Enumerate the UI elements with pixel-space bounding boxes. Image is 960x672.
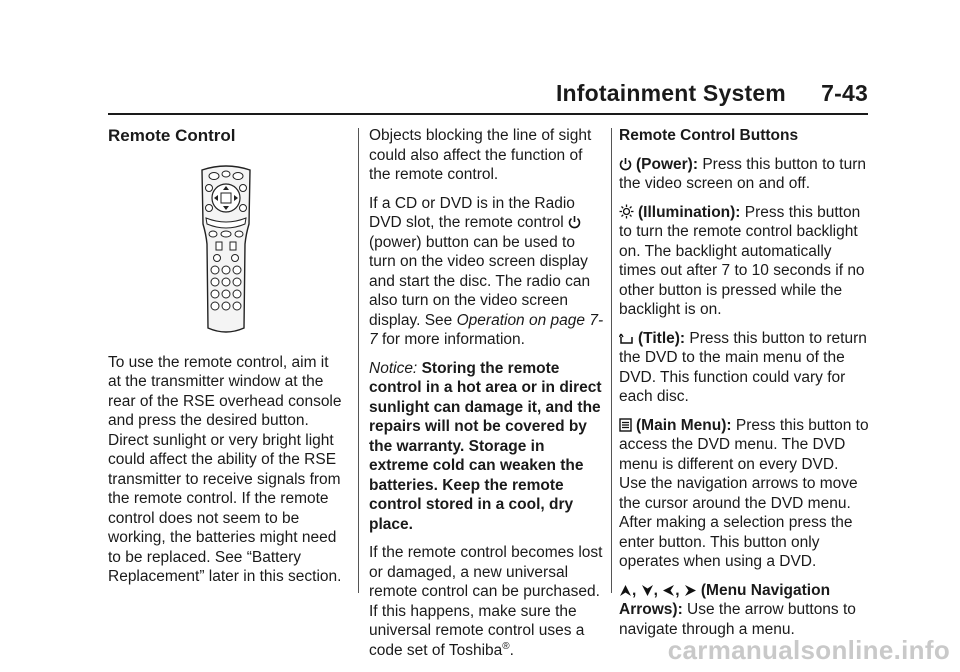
illumination-icon (619, 204, 634, 219)
main-menu-button-desc: (Main Menu): Press this button to access the DVD menu. The DVD menu is different on every DVD. Use the navigation arrows to move the cursor around the DVD menu. After making a selection press the enter button. This button only operates when using a DVD. (619, 416, 869, 570)
arrow-up-icon (619, 584, 632, 597)
arrow-down-icon (641, 584, 654, 597)
column-2 (369, 126, 605, 669)
illumination-button-desc: (Illumination): Press this button to turn the remote control backlight on. The backlight automatically times out after 7 to 10 seconds if no other button is pressed while the backlight is on. (619, 203, 865, 318)
section-heading: Remote Control (108, 126, 236, 145)
notice-text: Storing the remote control in a hot area or in direct sunlight can damage it, and the repairs will not be covered by the warranty. Storage in extreme cold can weaken the batteries. Keep the remote control stored in a cool, dry place. (369, 359, 602, 533)
header-rule (108, 113, 868, 115)
column-divider-2 (611, 128, 612, 593)
line-of-sight-paragraph: Objects blocking the line of sight could also affect the function of the remote control. (369, 127, 592, 183)
registered-mark: ® (502, 640, 510, 652)
power-button-desc: (Power): Press this button to turn the video screen on and off. (619, 155, 867, 192)
arrow-right-icon (684, 584, 697, 597)
main-menu-icon (619, 418, 632, 432)
column-3 (619, 126, 869, 648)
remote-illustration (108, 164, 344, 339)
title-icon (619, 331, 634, 345)
power-icon (619, 157, 632, 171)
remote-control-illustration (196, 164, 256, 336)
power-icon (568, 215, 581, 229)
arrow-left-icon (662, 584, 675, 597)
title-button-desc: (Title): Press this button to return the DVD to the main menu of the DVD. This function could vary for each disc. (619, 329, 867, 405)
intro-paragraph: To use the remote control, aim it at the transmitter window at the rear of the RSE overhead console and press the desired button. Direct sunlight or very bright light could affect the ability of the RSE transmitter to receive signals from the remote control. If the remote control does not seem to be working, the batteries might need to be replaced. See “Battery Replacement” later in this section. (108, 353, 342, 585)
power-slot-paragraph: If a CD or DVD is in the Radio DVD slot, the remote control (power) button can be used to turn on the video screen display and start the disc. The radio can also turn on the video screen display. See Operation on page 7-7 for more information. (369, 194, 604, 348)
header-page-number: 7-43 (821, 80, 868, 106)
operation-page-link[interactable]: Operation on page 7-7 (369, 311, 604, 348)
notice-paragraph (369, 359, 605, 535)
buttons-heading: Remote Control Buttons (619, 127, 799, 144)
column-1 (108, 126, 344, 596)
column-divider-1 (358, 128, 359, 593)
page-header-title (556, 80, 868, 107)
navigation-arrows-desc: , , , (Menu Navigation Arrows): Use the arrow buttons to navigate through a menu. (619, 581, 856, 638)
header-section: Infotainment System (555, 80, 786, 106)
watermark: carmanualsonline.info (667, 635, 950, 665)
lost-remote-paragraph: If the remote control becomes lost or damaged, a new universal remote control can be purchased. If this happens, make sure the universal remote control uses a code set of Toshiba®. (369, 544, 603, 659)
notice-label: Notice: (369, 359, 418, 377)
